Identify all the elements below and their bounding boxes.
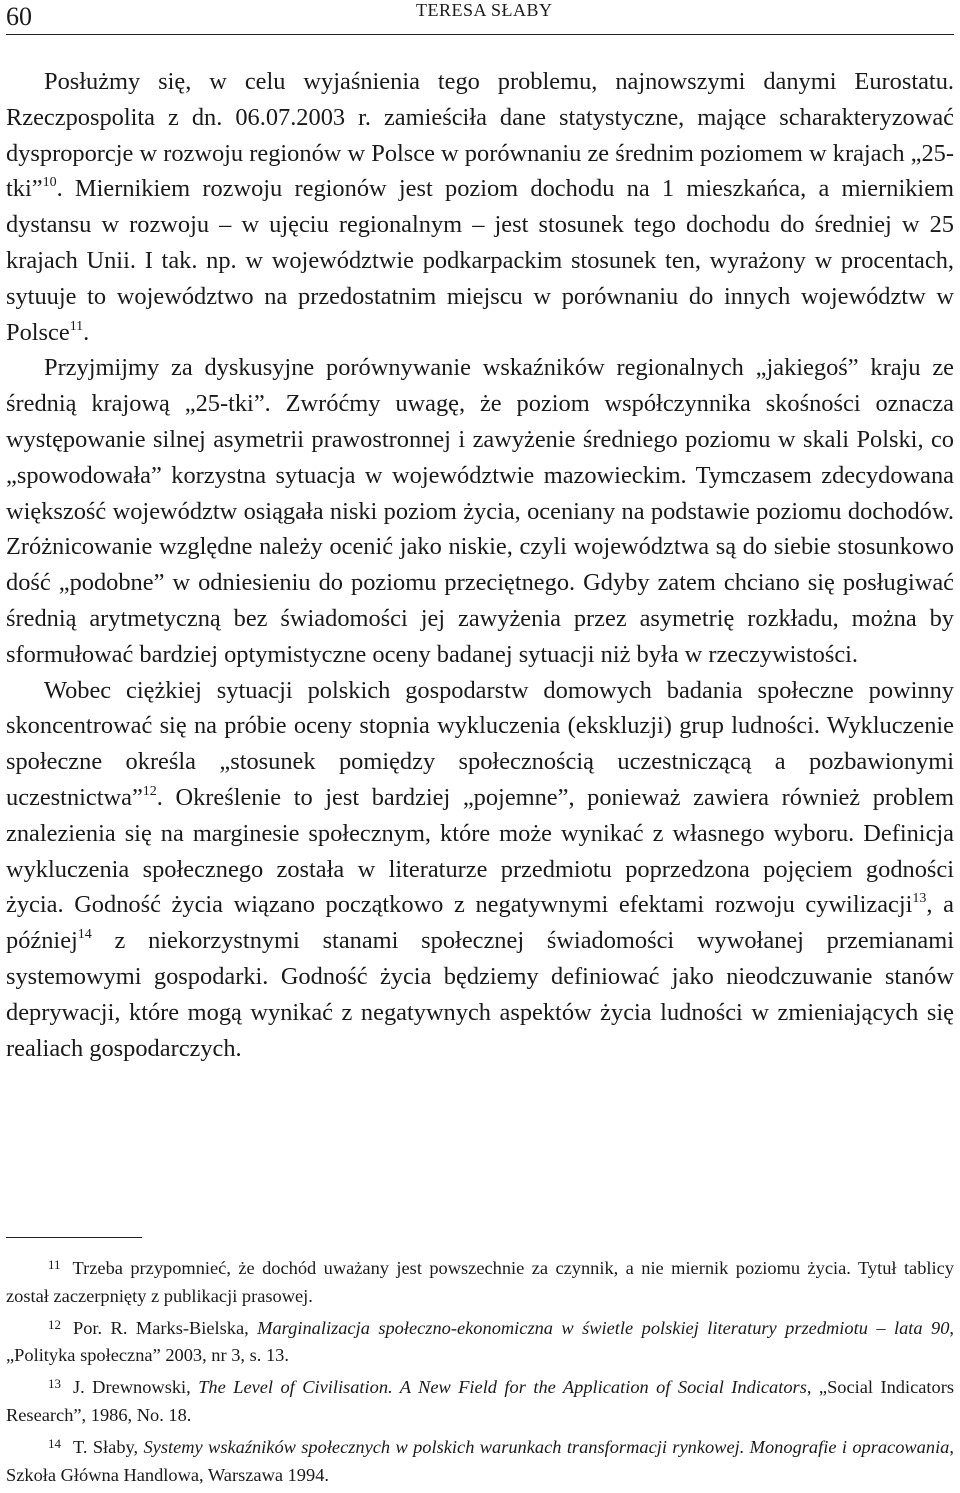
page-header <box>6 0 954 35</box>
paragraph-2-text: Przyjmijmy za dyskusyjne porównywanie wskaźników regionalnych „jakiegoś” kraju ze średnią krajową „25-tki”. Zwróćmy uwagę, że poziom współczynnika skośności oznacza występowanie silnej asymetrii prawostronnej i zawyżenie średniego poziomu w skali Polski, co „spowodowała” korzystna sytuacja w województwie mazowieckim. Tymczasem zdecydowana większość województw osiągała niski poziom życia, oceniany na podstawie poziomu dochodów. Zróżnicowanie względne należy ocenić jako niskie, czyli województwa są do siebie stosunkowo dość „podobne” w odniesieniu do poziomu przeciętnego. Gdyby zatem chciano się posługiwać średnią arytmetyczną bez świadomości jej zawyżenia przez asymetrię rozkładu, można by sformułować bardziej optymistyczne oceny badanej sytuacji niż była w rzeczywistości. <box>6 354 954 668</box>
footnote-divider <box>6 1237 142 1238</box>
footnote-source: , „Social Indicators Research”, 1986, No. 18. <box>6 1377 954 1425</box>
footnote-number: 11 <box>48 1257 61 1272</box>
paragraph-3-text-d: z niekorzystnymi stanami społecznej świadomości wywołanej przemianami systemowymi gospodarki. Godność życia będziemy definiować jako nieodczuwanie stanów deprywacji, które mogą wynikać z negatywnych aspektów życia ludności w zmieniających się realiach gospodarczych. <box>6 927 954 1062</box>
footnote-title: Systemy wskaźników społecznych w polskich warunkach transformacji rynkowej. Monografie i opracowania <box>143 1436 950 1457</box>
footnote-ref-12: 12 <box>142 783 157 799</box>
paragraph-3-text-c: , a później <box>6 891 954 955</box>
paragraph-2 <box>6 350 954 672</box>
paragraph-1 <box>6 64 954 350</box>
footnote-12 <box>6 1315 954 1371</box>
paragraph-1-text-a: Posłużmy się, w celu wyjaśnienia tego problemu, najnowszymi danymi Eurostatu. Rzeczpospolita z dn. 06.07.2003 r. zamieściła dane statystyczne, mające scharakteryzować dysproporcje w rozwoju regionów w Polsce w porównaniu ze średnim poziomem w krajach „25-tki” <box>6 68 954 203</box>
footnote-author: Por. R. Marks-Bielska, <box>73 1317 258 1338</box>
running-head: TERESA SŁABY <box>416 0 553 20</box>
footnote-ref-11: 11 <box>69 318 84 334</box>
footnote-ref-13: 13 <box>912 891 927 907</box>
paragraph-3-text-a: Wobec ciężkiej sytuacji polskich gospodarstw domowych badania społeczne powinny skoncentrować się na próbie oceny stopnia wykluczenia (ekskluzji) grup ludności. Wykluczenie społeczne określa „stosunek pomiędzy społecznością uczestniczącą a pozbawionymi uczestnictwa” <box>6 676 954 811</box>
footnote-ref-14: 14 <box>77 927 92 943</box>
footnote-13 <box>6 1374 954 1430</box>
footnote-ref-10: 10 <box>42 175 57 191</box>
body-text <box>6 64 954 1066</box>
footnote-number: 13 <box>48 1376 61 1392</box>
footnote-author: J. Drewnowski, <box>73 1377 199 1398</box>
page-number: 60 <box>6 2 32 31</box>
paragraph-3 <box>6 673 954 1067</box>
footnote-title: Marginalizacja społeczno-ekonomiczna w świetle polskiej literatury przedmiotu – lata 90 <box>257 1317 950 1338</box>
footnote-number: 12 <box>48 1316 61 1332</box>
footnote-source: , Szkoła Główna Handlowa, Warszawa 1994. <box>6 1436 954 1485</box>
footnote-number: 14 <box>48 1435 61 1451</box>
footnote-text: Trzeba przypomnieć, że dochód uważany jest powszechnie za czynnik, a nie miernik poziomu życia. Tytuł tablicy został zaczerpnięty z publikacji prasowej. <box>6 1258 954 1306</box>
footnote-title: The Level of Civilisation. A New Field for the Application of Social Indicators <box>198 1377 807 1398</box>
footnote-14 <box>6 1434 954 1490</box>
paragraph-1-text-b: . Miernikiem rozwoju regionów jest poziom dochodu na 1 mieszkańca, a miernikiem dystansu w rozwoju – w ujęciu regionalnym – jest stosunek tego dochodu do średniej w 25 krajach Unii. I tak. np. w województwie podkarpackim stosunek ten, wyrażony w procentach, sytuuje to województwo na przedostatnim miejscu w porównaniu do innych województw w Polsce <box>6 175 954 346</box>
paragraph-3-text-b: . Określenie to jest bardziej „pojemne”, ponieważ zawiera również problem znalezienia się na marginesie społecznym, które może wynikać z własnego wyboru. Definicja wykluczenia społecznego została w literaturze przedmiotu poprzedzona pojęciem godności życia. Godność życia wiązano początkowo z negatywnymi efektami rozwoju cywilizacji <box>6 783 954 919</box>
footnote-author: T. Słaby, <box>73 1436 144 1457</box>
footnotes <box>6 1255 954 1493</box>
footnote-11 <box>6 1255 954 1311</box>
footnote-source: , „Polityka społeczna” 2003, nr 3, s. 13. <box>6 1317 955 1366</box>
paragraph-1-text-c: . <box>83 318 90 346</box>
